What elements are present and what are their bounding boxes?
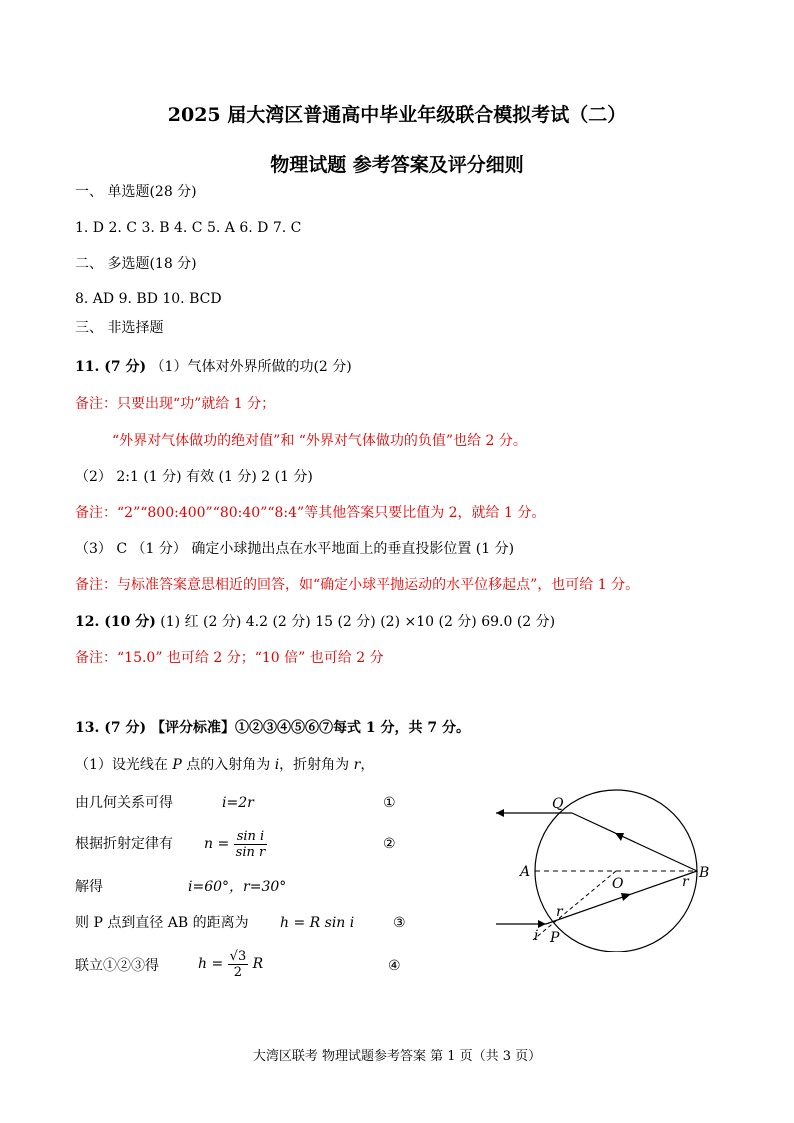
q11-note1: 备注：只要出现“功”就给 1 分； [75,396,276,412]
q12-line [75,612,555,632]
eq5-number: ④ [388,958,401,974]
q13-intro-pre: （1）设光线在 [75,757,173,773]
q11-note2: 备注：“2”“800:400”“80:40”“8:4”等其他答案只要比值为 2，就给 1 分。 [75,505,546,521]
q11-part1: （1）气体对外界所做的功(2 分) [150,359,352,375]
q13-intro-i: i [274,757,280,773]
q13-intro-mid2: ，折射角为 [279,757,354,773]
label-i: i [534,928,539,944]
optics-circle-diagram [488,782,728,952]
eq5-r: R [252,956,264,972]
q11-note1b: “外界对气体做功的绝对值”和 “外界对气体做功的负值”也给 2 分。 [112,433,527,449]
eq2-numerator: sin i [234,829,268,845]
q13-intro-mid: 点的入射角为 [181,757,275,773]
eq4-number: ③ [393,915,406,931]
eq5-denominator: 2 [233,964,243,980]
refracted-arrow [621,893,631,901]
reflected-ray-bq [572,813,697,871]
label-q: Q [552,796,564,812]
section2-heading: 二、 多选题(18 分) [75,256,197,272]
eq5 [198,942,263,986]
eq5-fraction [228,949,249,980]
label-a: A [520,864,531,880]
document-subtitle: 物理试题 参考答案及评分细则 [270,154,524,176]
eq1: i=2r [222,795,254,811]
q11-note3: 备注：与标准答案意思相近的回答，如“确定小球平抛运动的水平位移起点”，也可给 1 分。 [75,577,640,593]
eq2 [204,822,267,866]
eq1-number: ① [383,795,396,811]
label-r-p: r [556,904,563,920]
label-r-b: r [682,874,689,890]
q11-part2: （2） 2:1 (1 分) 有效 (1 分) 2 (1 分) [75,469,313,485]
eq3-text: 解得 [75,879,103,895]
q13-label: 13. (7 分) [75,720,147,736]
eq2-number: ② [383,836,396,852]
eq2-fraction [234,829,268,860]
q11-line [75,357,352,377]
eq4-text: 则 P 点到直径 AB 的距离为 [75,915,249,931]
exit-arrow [496,809,504,817]
section3-heading: 三、 非选择题 [75,320,164,336]
eq2-denominator: sin r [235,844,266,860]
normal-op-dashed [533,871,616,940]
q13-intro [75,755,374,775]
label-p: P [550,930,560,946]
page-footer: 大湾区联考 物理试题参考答案 第 1 页（共 3 页） [252,1049,542,1064]
q12-answer: (1) 红 (2 分) 4.2 (2 分) 15 (2 分) (2) ×10 (2 分) 69.0 (2 分) [160,614,556,630]
q13-intro-r: r [353,757,361,773]
q11-label: 11. (7 分) [75,359,147,375]
section1-heading: 一、 单选题(28 分) [75,184,197,200]
q13-line [75,718,470,738]
q12-label: 12. (10 分) [75,614,156,630]
q13-criteria: 【评分标准】①②③④⑤⑥⑦每式 1 分，共 7 分。 [150,720,470,736]
q13-intro-p: P [172,757,182,773]
eq5-text: 联立①②③得 [75,958,159,974]
q13-intro-end: ， [360,757,375,773]
document-title: 2025 届大湾区普通高中毕业年级联合模拟考试（二） [167,104,627,126]
q12-note: 备注：“15.0” 也可给 2 分；“10 倍” 也可给 2 分 [75,650,384,666]
eq4: h = R sin i [280,915,355,931]
eq2-text: 根据折射定律有 [75,836,173,852]
eq3: i=60°，r=30° [188,879,287,895]
section1-answers: 1. D 2. C 3. B 4. C 5. A 6. D 7. C [75,220,302,236]
eq5-lhs: h = [198,956,224,972]
q11-part3: （3） C （1 分） 确定小球抛出点在水平地面上的垂直投影位置 (1 分) [75,541,515,557]
eq2-lhs: n = [204,836,230,852]
label-b: B [699,865,710,881]
section2-answers: 8. AD 9. BD 10. BCD [75,291,222,307]
incident-arrow [538,920,546,928]
eq5-numerator: √3 [229,948,247,964]
label-o: O [612,876,624,892]
eq1-text: 由几何关系可得 [75,795,173,811]
